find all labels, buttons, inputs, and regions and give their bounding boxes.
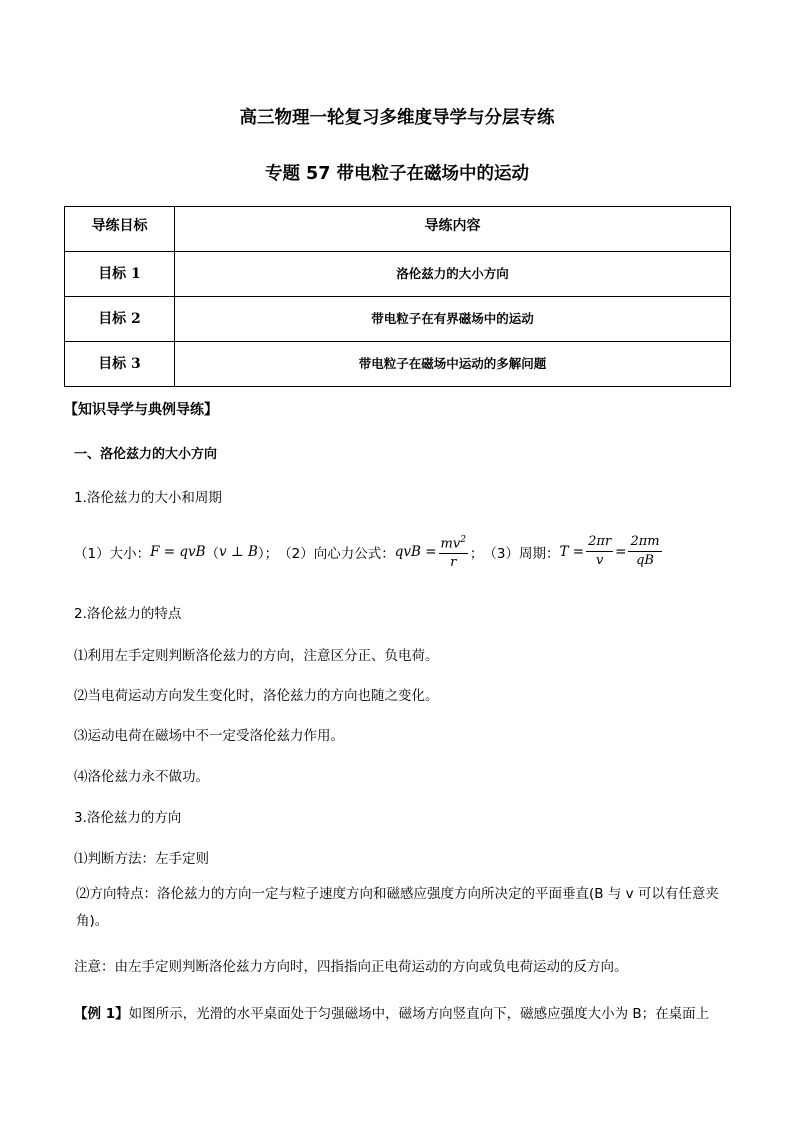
- topic-title: 专题 57 带电粒子在磁场中的运动: [264, 164, 530, 184]
- table-header-goal: 导练目标: [65, 207, 175, 252]
- list-item: ⑶运动电荷在磁场中不一定受洛伦兹力作用。: [74, 728, 344, 744]
- formula-label: （2）向心力公式：: [278, 545, 395, 562]
- table-row: [65, 297, 731, 342]
- document-title: 高三物理一轮复习多维度导学与分层专练: [239, 108, 555, 128]
- list-item: ⑵方向特点：洛伦兹力的方向一定与粒子速度方向和磁感应强度方向所决定的平面垂直(B 与 v 可以有任意夹角)。: [76, 886, 719, 929]
- content-cell: 带电粒子在磁场中运动的多解问题: [175, 342, 731, 387]
- list-item: ⑴利用左手定则判断洛伦兹力的方向，注意区分正、负电荷。: [74, 648, 439, 664]
- goal-table: [64, 206, 731, 387]
- table-header-row: [65, 207, 731, 252]
- goal-cell: 目标 3: [65, 342, 175, 387]
- note: 注意：由左手定则判断洛伦兹力方向时，四指指向正电荷运动的方向或负电荷运动的反方向。: [74, 959, 628, 975]
- table-row: [65, 252, 731, 297]
- paragraph-heading: 3.洛伦兹力的方向: [74, 810, 182, 826]
- example-label: 【例 1】: [74, 1006, 129, 1022]
- list-item: ⑵当电荷运动方向发生变化时，洛伦兹力的方向也随之变化。: [74, 688, 439, 704]
- paragraph-heading: 2.洛伦兹力的特点: [74, 606, 182, 622]
- part-heading: 一、洛伦兹力的大小方向: [74, 447, 218, 462]
- formula-label: （3）周期：: [483, 545, 560, 562]
- perpendicular-condition: v ⊥ B: [219, 543, 258, 560]
- content-cell: 洛伦兹力的大小方向: [175, 252, 731, 297]
- section-heading: 【知识导学与典例导练】: [64, 402, 218, 418]
- paragraph-heading: 1.洛伦兹力的大小和周期: [74, 490, 222, 506]
- goal-cell: 目标 2: [65, 297, 175, 342]
- period-fraction-1: $\frac{2\pi r}{v}$: [588, 534, 612, 569]
- formula-line: （1）大小： F = qvB （ v ⊥ B ）； （2）向心力公式： qvB = $\frac{mv^2}{r}$ ； （3）周期： T = $\frac{2\pi r}{v}$ = $\frac{2\pi m}{qB}$: [74, 532, 664, 571]
- content-cell: 带电粒子在有界磁场中的运动: [175, 297, 731, 342]
- table-header-content: 导练内容: [175, 207, 731, 252]
- example-paragraph: [74, 1002, 709, 1022]
- example-text: 如图所示，光滑的水平桌面处于匀强磁场中，磁场方向竖直向下，磁感应强度大小为 B；在桌面上: [128, 1006, 710, 1022]
- goal-cell: 目标 1: [65, 252, 175, 297]
- period-fraction-2: $\frac{2\pi m}{qB}$: [630, 534, 660, 569]
- list-item: ⑷洛伦兹力永不做功。: [74, 769, 209, 785]
- list-item: ⑴判断方法：左手定则: [74, 851, 209, 867]
- formula-label: （1）大小：: [74, 545, 151, 562]
- table-row: [65, 342, 731, 387]
- centripetal-fraction: $\frac{mv^2}{r}$: [439, 532, 468, 571]
- force-formula: F = qvB: [150, 543, 206, 560]
